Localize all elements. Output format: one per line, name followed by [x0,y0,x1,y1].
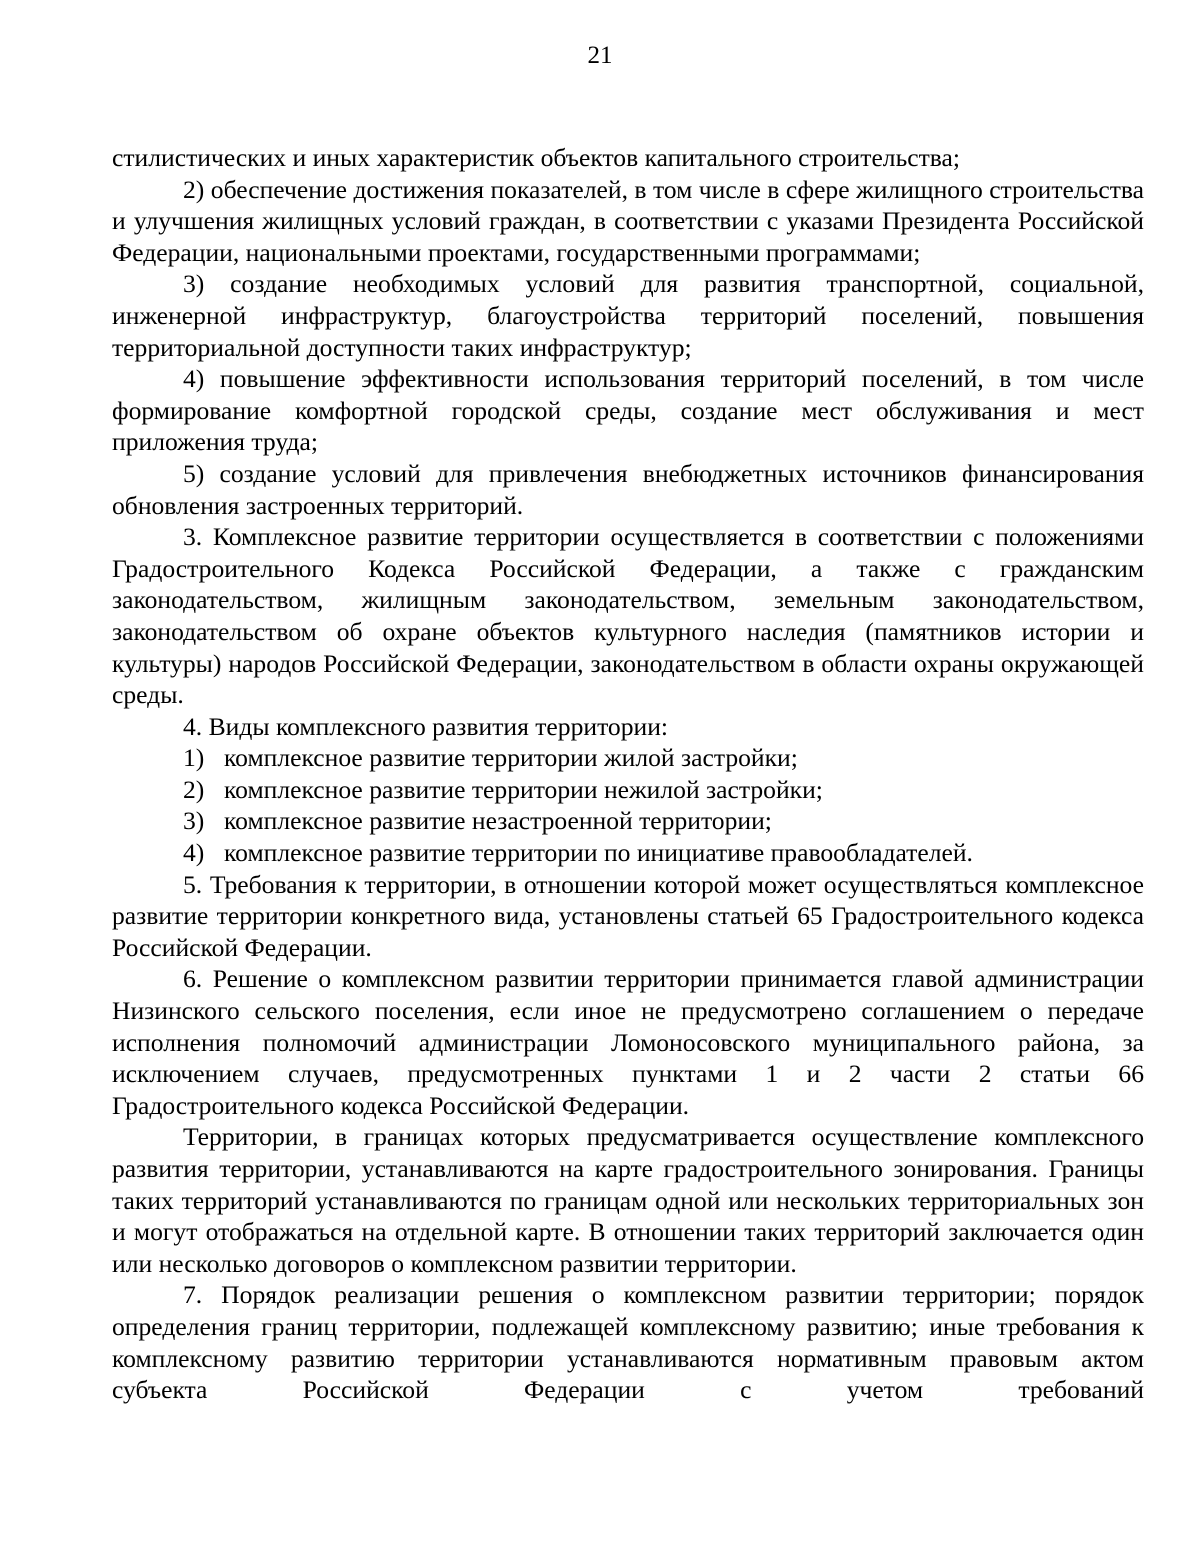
paragraph-item-5: 5) создание условий для привлечения внебюджетных источников финансирования обновления застроенных территорий. [112,458,1144,520]
list-item-number: 3) [183,806,205,836]
paragraph-section-3: 3. Комплексное развитие территории осуществляется в соответствии с положениями Градостроительного Кодекса Российской Федерации, а также с гражданским законодательством, жилищным законодательством, земельным законодательством, законодательством об охране объектов культурного наследия (памятников истории и культуры) народов Российской Федерации, законодательством в области охраны окружающей среды. [112,522,1144,710]
paragraph-item-4: 4) повышение эффективности использования территорий поселений, в том числе формирование комфортной городской среды, создание мест обслуживания и мест приложения труда; [112,364,1144,457]
paragraph-item-2: 2) обеспечение достижения показателей, в том числе в сфере жилищного строительства и улучшения жилищных условий граждан, в соответствии с указами Президента Российской Федерации, национальными проектами, государственными программами; [112,174,1144,267]
list-item-text: комплексное развитие территории жилой застройки; [224,743,798,773]
document-body [112,142,1144,1406]
list-item-text: комплексное развитие незастроенной территории; [224,806,772,836]
paragraph-section-5: 5. Требования к территории, в отношении которой может осуществляться комплексное развитие территории конкретного вида, установлены статьей 65 Градостроительного кодекса Российской Федерации. [112,869,1144,962]
list-item-number: 4) [183,838,205,868]
paragraph-territories: Территории, в границах которых предусматривается осуществление комплексного развития территории, устанавливаются на карте градостроительного зонирования. Границы таких территорий устанавливаются по границам одной или нескольких территориальных зон и могут отображаться на отдельной карте. В отношении таких территорий заключается один или несколько договоров о комплексном развитии территории. [112,1122,1144,1278]
list-item [112,805,1144,837]
kinds-list [112,742,1144,868]
list-item [112,774,1144,806]
paragraph-continuation: стилистических и иных характеристик объектов капитального строительства; [112,143,961,172]
paragraph-item-3: 3) создание необходимых условий для развития транспортной, социальной, инженерной инфраструктур, благоустройства территорий поселений, повышения территориальной доступности таких инфраструктур; [112,269,1144,362]
list-item-text: комплексное развитие территории по инициативе правообладателей. [224,838,973,868]
list-item [112,742,1144,774]
paragraph-section-7: 7. Порядок реализации решения о комплексном развитии территории; порядок определения границ территории, подлежащей комплексному развитию; иные требования к комплексному развитию территории устанавливаются нормативным правовым актом субъекта Российской Федерации с учетом требований [112,1280,1144,1405]
list-item [112,837,1144,869]
paragraph-section-6: 6. Решение о комплексном развитии территории принимается главой администрации Низинского сельского поселения, если иное не предусмотрено соглашением о передаче исполнения полномочий администрации Ломоносовского муниципального района, за исключением случаев, предусмотренных пунктами 1 и 2 части 2 статьи 66 Градостроительного кодекса Российской Федерации. [112,964,1144,1120]
page-number: 21 [587,42,613,69]
list-item-number: 2) [183,774,205,804]
list-item-text: комплексное развитие территории нежилой застройки; [224,774,823,804]
list-item-number: 1) [183,743,205,773]
paragraph-section-4: 4. Виды комплексного развития территории: [183,711,669,741]
